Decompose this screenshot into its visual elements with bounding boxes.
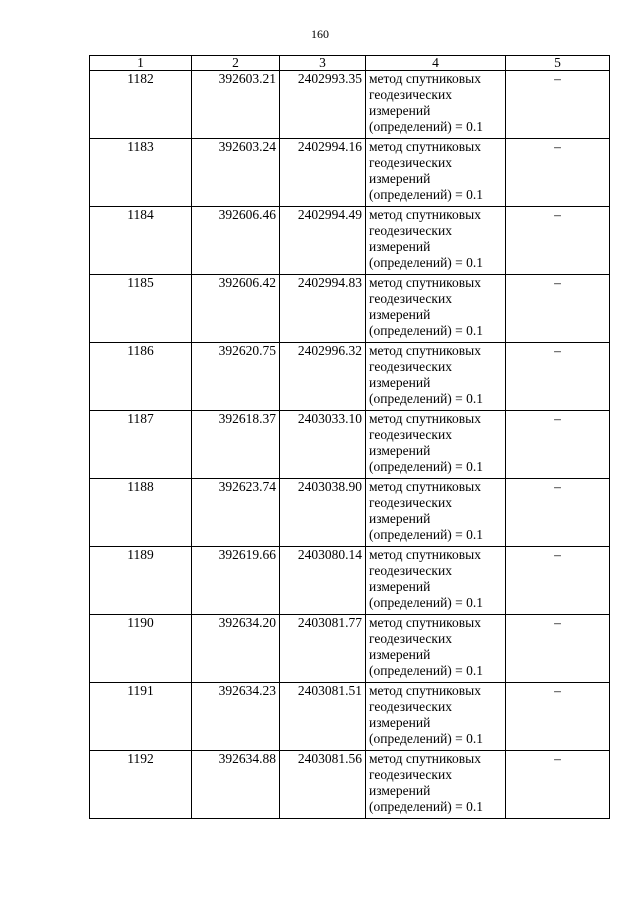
coordinate-x: 392620.75 [192,343,280,411]
coordinate-x: 392623.74 [192,479,280,547]
method-description [366,343,506,411]
method-line-3: измерений [369,647,431,662]
column-header-1: 1 [90,56,192,71]
column-5-value: – [506,275,610,343]
method-description [366,479,506,547]
method-line-4: (определений) = 0.1 [369,255,484,270]
method-line-4: (определений) = 0.1 [369,119,484,134]
method-line-3: измерений [369,443,431,458]
column-5-value: – [506,207,610,275]
method-line-2: геодезических [369,699,452,714]
method-line-4: (определений) = 0.1 [369,323,484,338]
coordinate-y: 2403033.10 [280,411,366,479]
column-5-value: – [506,683,610,751]
method-line-1: метод спутниковых [369,479,481,494]
method-line-3: измерений [369,511,431,526]
column-5-value: – [506,343,610,411]
table-row [90,207,610,275]
method-line-2: геодезических [369,563,452,578]
coordinate-x: 392618.37 [192,411,280,479]
point-number: 1184 [90,207,192,275]
coordinate-x: 392634.20 [192,615,280,683]
column-header-2: 2 [192,56,280,71]
method-line-1: метод спутниковых [369,139,481,154]
method-line-4: (определений) = 0.1 [369,527,484,542]
method-line-2: геодезических [369,359,452,374]
column-5-value: – [506,615,610,683]
method-line-1: метод спутниковых [369,547,481,562]
column-5-value: – [506,71,610,139]
method-line-3: измерений [369,103,431,118]
method-line-2: геодезических [369,87,452,102]
method-line-4: (определений) = 0.1 [369,799,484,814]
method-line-1: метод спутниковых [369,411,481,426]
column-5-value: – [506,411,610,479]
method-line-1: метод спутниковых [369,343,481,358]
table-row [90,479,610,547]
coordinates-table [89,55,610,819]
method-line-1: метод спутниковых [369,751,481,766]
coordinate-x: 392619.66 [192,547,280,615]
method-line-4: (определений) = 0.1 [369,663,484,678]
page-number: 160 [311,27,329,41]
point-number: 1187 [90,411,192,479]
coordinate-y: 2403081.56 [280,751,366,819]
coordinate-y: 2402993.35 [280,71,366,139]
method-description [366,207,506,275]
coordinate-y: 2402994.16 [280,139,366,207]
column-5-value: – [506,479,610,547]
table-header-row [90,56,610,71]
point-number: 1192 [90,751,192,819]
method-line-2: геодезических [369,155,452,170]
coordinate-y: 2402994.83 [280,275,366,343]
method-description [366,683,506,751]
table-row [90,751,610,819]
table-row [90,275,610,343]
method-line-3: измерений [369,715,431,730]
column-header-4: 4 [366,56,506,71]
method-description [366,547,506,615]
point-number: 1185 [90,275,192,343]
coordinate-y: 2402994.49 [280,207,366,275]
coordinate-y: 2402996.32 [280,343,366,411]
method-line-1: метод спутниковых [369,683,481,698]
coordinate-y: 2403038.90 [280,479,366,547]
column-5-value: – [506,139,610,207]
method-line-3: измерений [369,307,431,322]
coordinate-x: 392634.88 [192,751,280,819]
table-row [90,71,610,139]
table-row [90,683,610,751]
coordinate-y: 2403081.77 [280,615,366,683]
point-number: 1186 [90,343,192,411]
method-description [366,71,506,139]
method-line-3: измерений [369,171,431,186]
table-row [90,411,610,479]
table-row [90,139,610,207]
column-header-3: 3 [280,56,366,71]
point-number: 1182 [90,71,192,139]
coordinate-x: 392634.23 [192,683,280,751]
method-line-1: метод спутниковых [369,615,481,630]
method-line-2: геодезических [369,427,452,442]
column-5-value: – [506,547,610,615]
method-line-1: метод спутниковых [369,207,481,222]
coordinate-x: 392606.42 [192,275,280,343]
coordinate-x: 392603.24 [192,139,280,207]
coordinate-y: 2403080.14 [280,547,366,615]
method-line-1: метод спутниковых [369,71,481,86]
table-row [90,547,610,615]
method-line-2: геодезических [369,631,452,646]
method-line-4: (определений) = 0.1 [369,391,484,406]
method-line-3: измерений [369,375,431,390]
method-line-2: геодезических [369,767,452,782]
method-line-4: (определений) = 0.1 [369,731,484,746]
method-line-2: геодезических [369,291,452,306]
table-row [90,343,610,411]
method-description [366,411,506,479]
method-line-3: измерений [369,579,431,594]
method-description [366,139,506,207]
method-line-1: метод спутниковых [369,275,481,290]
method-line-2: геодезических [369,223,452,238]
coordinate-y: 2403081.51 [280,683,366,751]
method-line-4: (определений) = 0.1 [369,187,484,202]
coordinate-x: 392603.21 [192,71,280,139]
method-line-2: геодезических [369,495,452,510]
point-number: 1191 [90,683,192,751]
method-description [366,275,506,343]
point-number: 1189 [90,547,192,615]
point-number: 1188 [90,479,192,547]
method-line-4: (определений) = 0.1 [369,595,484,610]
point-number: 1183 [90,139,192,207]
column-5-value: – [506,751,610,819]
method-description [366,615,506,683]
point-number: 1190 [90,615,192,683]
method-line-3: измерений [369,783,431,798]
method-line-4: (определений) = 0.1 [369,459,484,474]
table-row [90,615,610,683]
method-line-3: измерений [369,239,431,254]
column-header-5: 5 [506,56,610,71]
method-description [366,751,506,819]
coordinate-x: 392606.46 [192,207,280,275]
